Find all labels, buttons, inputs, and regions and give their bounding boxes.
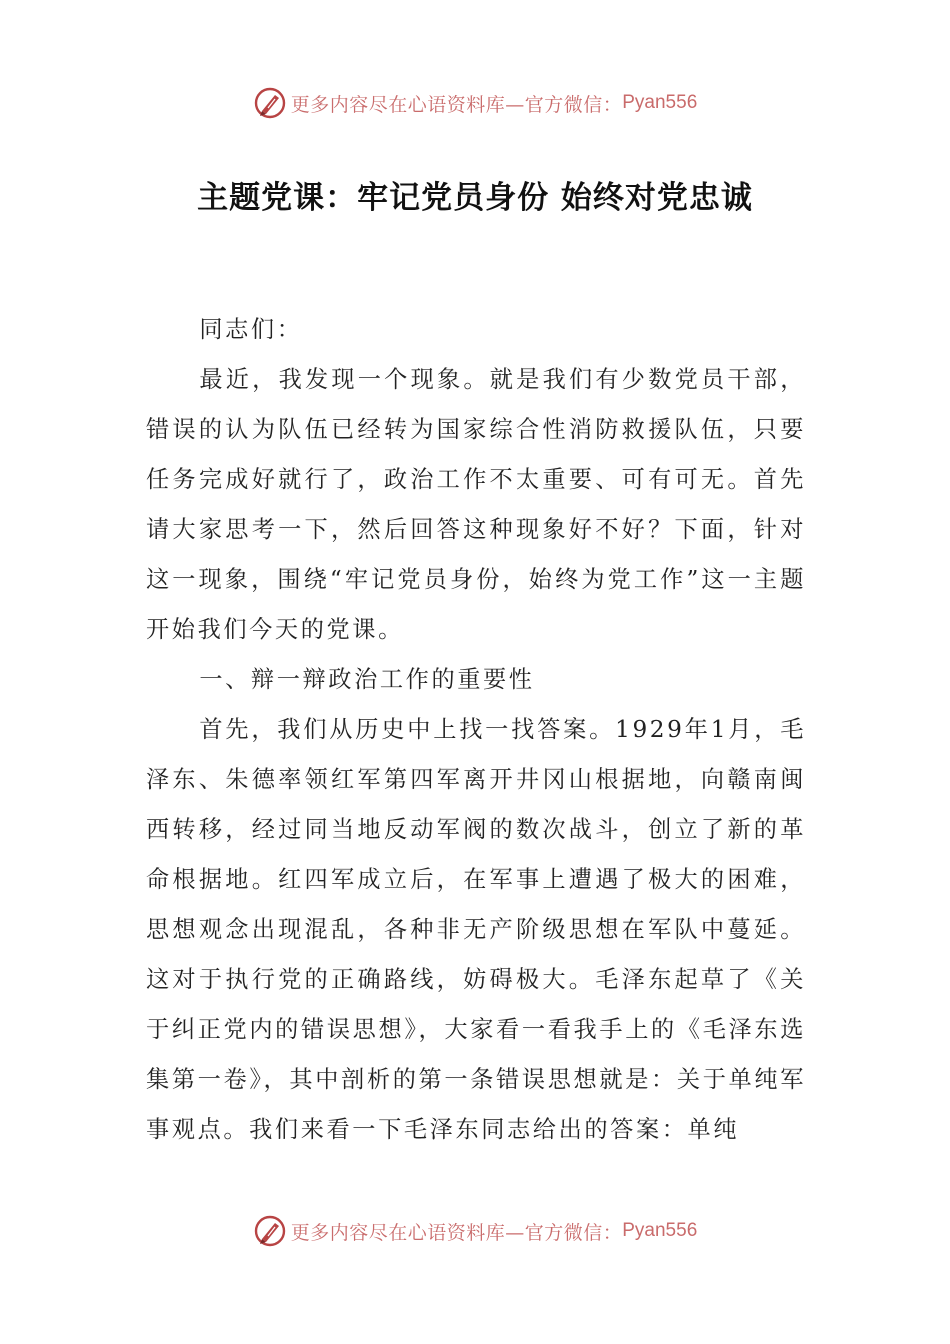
pen-nib-logo-icon (253, 1214, 287, 1248)
watermark-text: 更多内容尽在心语资料库—官方微信： (290, 1221, 623, 1244)
salutation: 同志们： (199, 316, 303, 343)
document-title: 主题党课：牢记党员身份 始终对党忠诚 (197, 180, 753, 216)
paragraph: 最近，我发现一个现象。就是我们有少数党员干部，错误的认为队伍已经转为国家综合性消防救援队伍，只要任务完成好就行了，政治工作不太重要、可有可无。首先请大家思考一下，然后回答这种现象好不好？下面，针对这一现象，围绕“牢记党员身份，始终为党工作”这一主题开始我们今天的党课。 (146, 366, 806, 643)
watermark-wechat-id: Pyan556 (622, 1220, 698, 1241)
watermark-text: 更多内容尽在心语资料库—官方微信： (290, 93, 623, 116)
pen-nib-logo-icon (253, 86, 287, 120)
paragraph: 首先，我们从历史中上找一找答案。1929年1月，毛泽东、朱德率领红军第四军离开井冈山根据地，向赣南闽西转移，经过同当地反动军阀的数次战斗，创立了新的革命根据地。红四军成立后，在军事上遭遇了极大的困难，思想观念出现混乱，各种非无产阶级思想在军队中蔓延。这对于执行党的正确路线，妨碍极大。毛泽东起草了《关于纠正党内的错误思想》，大家看一看我手上的《毛泽东选集第一卷》，其中剖析的第一条错误思想就是：关于单纯军事观点。我们来看一下毛泽东同志给出的答案：单纯 (146, 716, 806, 1143)
document-body (146, 305, 806, 1155)
watermark-wechat-id: Pyan556 (622, 92, 698, 113)
section-heading: 一、辩一辩政治工作的重要性 (199, 666, 535, 693)
watermark-header (0, 83, 950, 123)
watermark-footer (0, 1211, 950, 1251)
